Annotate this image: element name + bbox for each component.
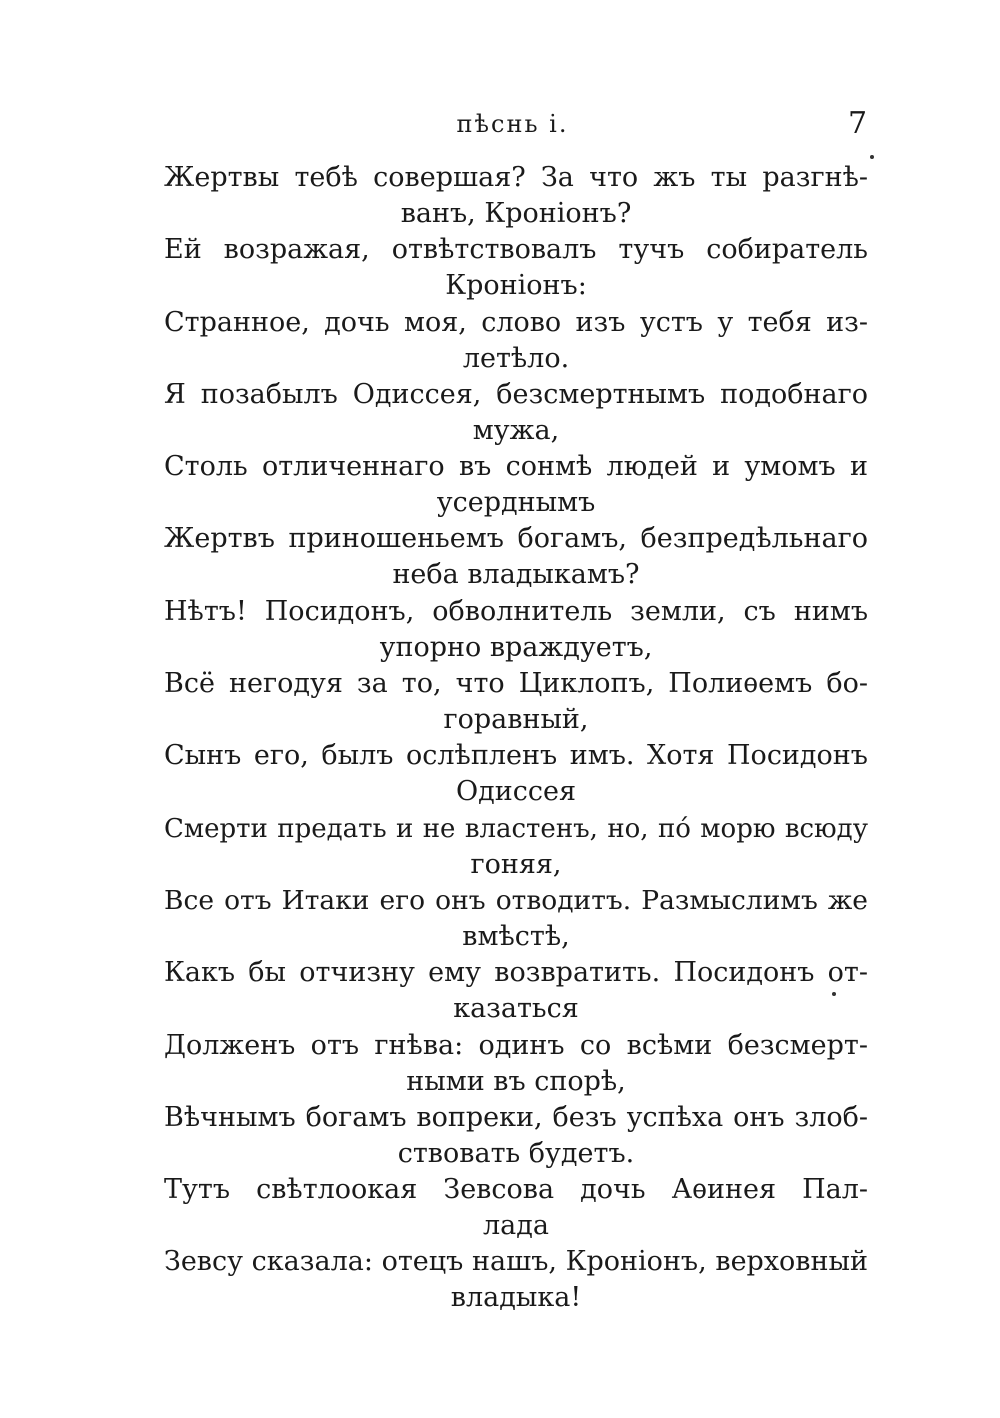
verse <box>164 738 868 810</box>
verse <box>164 449 868 521</box>
page-number: 7 <box>848 106 868 141</box>
verse-line: Я позабылъ Одиссея, безсмертнымъ подобнаго <box>164 378 868 410</box>
verse <box>164 666 868 738</box>
verse-line: Жертвы тебѣ совершая? За что жъ ты разгнѣ- <box>164 162 868 193</box>
verse-list <box>164 160 868 1316</box>
print-speck <box>870 155 874 159</box>
verse-continuation: ванъ, Кроніонъ? <box>400 198 632 229</box>
verse-continuation: лада <box>483 1210 549 1242</box>
verse-line: Жертвъ приношеньемъ богамъ, безпредѣльнаго <box>164 523 868 555</box>
verse <box>164 521 868 593</box>
verse <box>164 1028 868 1100</box>
running-head <box>0 104 1000 144</box>
verse <box>164 232 868 304</box>
verse <box>164 1100 868 1172</box>
verse-line: Какъ бы отчизну ему возвратить. Посидонъ от- <box>164 957 868 989</box>
verse-continuation: ствовать будетъ. <box>397 1137 635 1169</box>
verse-line: Смерти предать и не властенъ, но, пó морю всюду <box>164 813 868 844</box>
verse-continuation: Кроніонъ: <box>445 270 587 302</box>
verse <box>164 594 868 666</box>
verse <box>164 955 868 1027</box>
verse <box>164 305 868 377</box>
verse-line: Нѣтъ! Посидонъ, обволнитель земли, съ нимъ <box>164 595 868 627</box>
verse-line: Тутъ свѣтлоокая Зевсова дочь Аѳинея Пал- <box>164 1174 868 1206</box>
verse-continuation: владыка! <box>450 1282 582 1314</box>
verse <box>164 883 868 955</box>
verse <box>164 160 868 232</box>
verse-continuation: летѣло. <box>462 342 570 374</box>
verse <box>164 1244 868 1316</box>
verse-continuation: гоняя, <box>470 848 562 880</box>
verse-continuation: неба владыкамъ? <box>392 559 640 591</box>
verse-line: Долженъ отъ гнѣва: одинъ со всѣми безсмерт- <box>164 1029 868 1061</box>
running-title: пѣснь i. <box>456 110 569 138</box>
verse-continuation: упорно враждуетъ, <box>379 631 653 663</box>
verse-continuation: усерднымъ <box>436 487 596 519</box>
verse <box>164 1172 868 1244</box>
verse-continuation: вмѣстѣ, <box>462 920 570 952</box>
verse-line: Странное, дочь моя, слово изъ устъ у тебя из- <box>164 306 868 338</box>
verse-line: Сынъ его, былъ ослѣпленъ имъ. Хотя Посидонъ <box>164 740 868 772</box>
verse-line: Столь отличеннаго въ сонмѣ людей и умомъ и <box>164 451 868 483</box>
verse-line: Вѣчнымъ богамъ вопреки, безъ успѣха онъ злоб- <box>164 1101 868 1133</box>
verse <box>164 811 868 883</box>
verse-continuation: ными въ спорѣ, <box>406 1065 626 1097</box>
verse-line: Зевсу сказала: отецъ нашъ, Кроніонъ, верховный <box>164 1246 868 1278</box>
verse-continuation: горавный, <box>443 704 589 736</box>
verse-continuation: казаться <box>453 993 579 1025</box>
verse-line: Все отъ Итаки его онъ отводитъ. Размыслимъ же <box>164 884 868 916</box>
verse-continuation: Одиссея <box>455 776 576 808</box>
verse-line: Ей возражая, отвѣтствовалъ тучъ собиратель <box>164 234 868 266</box>
verse-line: Всё негодуя за то, что Циклопъ, Полиѳемъ бо- <box>164 668 868 700</box>
verse-continuation: мужа, <box>472 414 560 446</box>
verse <box>164 377 868 449</box>
